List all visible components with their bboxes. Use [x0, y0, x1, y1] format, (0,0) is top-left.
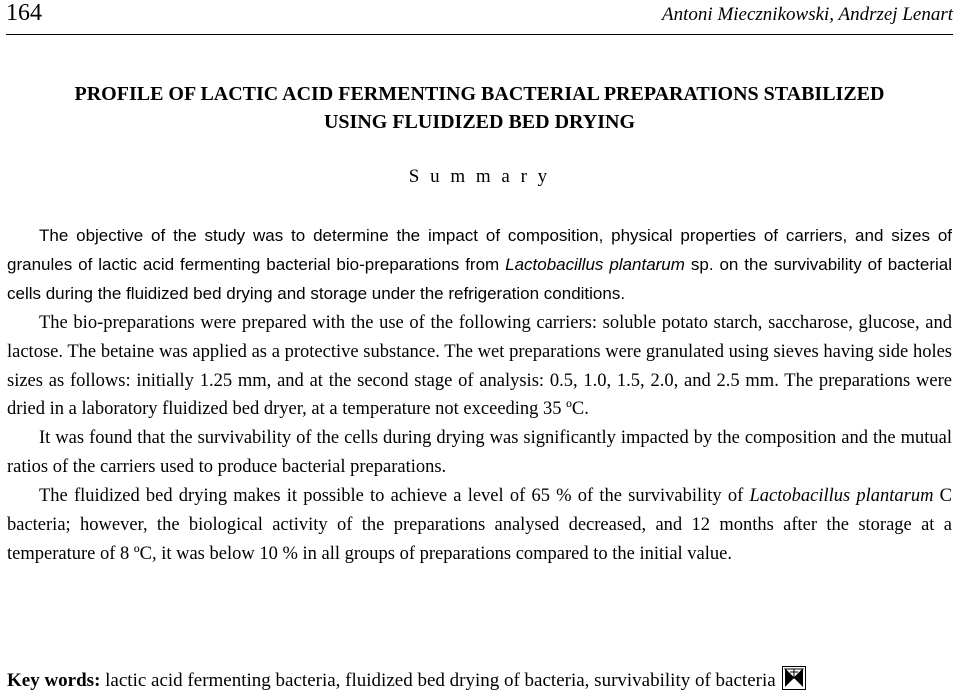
abstract	[7, 222, 952, 569]
abstract-p4-text-b: C bacteria; however, the biological activity of the preparations analysed decreased, and 12 months after the storage at a temperature of 8 ºC, it was below 10 % in all groups of preparations compared to the initial value.	[7, 486, 953, 564]
keywords	[7, 666, 806, 692]
article-title-line-1: PROFILE OF LACTIC ACID FERMENTING BACTERIAL PREPARATIONS STABILIZED	[74, 83, 885, 105]
abstract-paragraph-3: It was found that the survivability of the cells during drying was significantly impacted by the composition and the mutual ratios of the carriers used to produce bacterial preparations.	[7, 428, 952, 478]
abstract-paragraph-1	[7, 222, 952, 309]
keywords-text: lactic acid fermenting bacteria, fluidized bed drying of bacteria, survivability of bacteria	[100, 670, 776, 691]
keywords-label: Key words:	[7, 670, 101, 691]
page-header	[6, 0, 953, 35]
abstract-p1-text-b: sp. on the survivability of bacterial cells during the fluidized bed drying and storage under the refrigeration conditions.	[7, 254, 952, 303]
abstract-p4-text-a: The fluidized bed drying makes it possible to achieve a level of 65 % of the survivability of	[39, 486, 750, 507]
article-title-line-2: USING FLUIDIZED BED DRYING	[323, 111, 635, 133]
summary-heading: S u m m a r y	[408, 166, 551, 187]
abstract-p4-species: Lactobacillus plantarum	[749, 486, 934, 507]
page-number: 164	[6, 0, 42, 26]
abstract-p1-species: Lactobacillus plantarum	[505, 254, 685, 274]
running-head-authors: Antoni Miecznikowski, Andrzej Lenart	[662, 4, 953, 25]
end-mark-icon	[782, 666, 806, 690]
abstract-paragraph-2: The bio-preparations were prepared with the use of the following carriers: soluble potato starch, saccharose, glucose, and lactose. The betaine was applied as a protective substance. The wet preparations were granulated using sieves having side holes sizes as follows: initially 1.25 mm, and at the second stage of analysis: 0.5, 1.0, 1.5, 2.0, and 2.5 mm. The preparations were dried in a laboratory fluidized bed dryer, at a temperature not exceeding 35 ºC.	[7, 312, 952, 420]
abstract-p1-text-a: The objective of the study was to determine the impact of composition, physical properties of carriers, and sizes of granules of lactic acid fermenting bacterial bio-preparations from	[7, 226, 952, 274]
abstract-paragraph-4	[7, 482, 952, 569]
